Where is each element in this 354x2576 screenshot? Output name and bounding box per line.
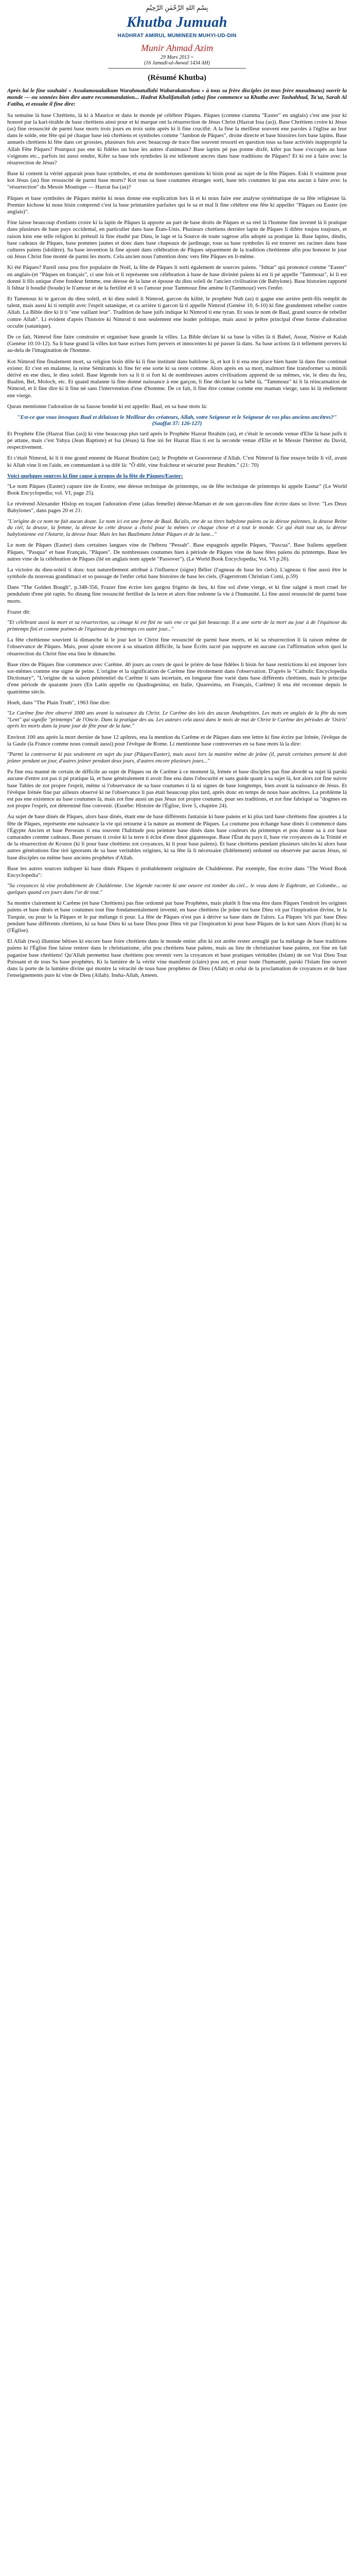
date-line: 29 Mars 2013 ~ (16 Jamadi-ul-Awwal 1434 AH): [144, 55, 210, 66]
organization: HADHRAT AMIRUL MUMINEEN MUHYI-UD-DIN: [117, 33, 237, 39]
paragraph: Environ 100 ans après la mort dernier de base 12 apôtres, ena la mention du Carême et de Pâques dans ene lettre ki fine écrire par Irénée, l'évêque de la Gaule (la France comme nous connaît aussi) pour l'évêque de Rome. Li mentionne base controverses en sa base mots là la dire:: [7, 734, 347, 747]
paragraph: Pâques et base symboles de Pâques mérite ki nous donne ene explication lors là et ki nous faire ene analyse systématique de sa fête religieuse là. Premier kichose ki nous bisin comprend c'est la base printanière parfaites qui le sa et mal li fine célébrer ene fête ki appeller "Pâques ou Easter (en anglais)".: [7, 195, 347, 215]
paragraph: Le nom de Pâques (Easter) dans certaines langues vine de l'hébreu "Pessah". Base espagnols appelle Pâques, "Pascua". Base Italiens appellent Pâques, "Pasqua" et base Français, "Pâques". De nombreuses coutumes bien à période de Pâques vine de base fêtes païens du printemps. Base les autres vine de la célébration de Pâques (lié en anglais nom appelé "Passover"). (Le World Book Encyclopedia; Vol. VI p.26).: [7, 542, 347, 562]
bismillah: بِسْمِ اللهِ الرَّحْمٰنِ الرَّحِيْمِ: [146, 4, 208, 11]
divider: [108, 68, 246, 69]
paragraph: Le révérend Alexander Hislop en traçant l'adoration d'ene (alias femelle) déesse-Maman et de son garcon-dieu fine écrire dans so livre: "Les Deux Babylones", dans pages 20 et 21:: [7, 501, 347, 514]
paragraph: Au sujet de base dinés de Pâques, alors base dinés, étant ene de base différents fantaisie ki base païens et ki plus tard base chrétiens fine ajoutées à la fête de Pâques, représente ene naissance la vie qui retourne à la nature au moment de Pâques. La coutume pou échange base dinés li commencé dans l'Égypte Ancien et base Perseans ti ena souvent l'habitude pou peinture base dinés dans base couleurs du printemps et pou donne sa à zot base camarades comme cadeaux. Base persans ti croire ki la terre ti éclot d'ene dinot gigantesque. Base l'État du pays il, base vie croyances de la Trinité et de la résurrection de Kronos (ki li pour base chrétiens zot croyances, ki li pour base païens). Et base chrétiens pendant plusieurs siècles ki alors base autres générations fine tiré ignorants de sa base veritables origines, ki sa fête là li nécessaire (fidèlement) ordonné ou observée par aucun Jésus, ni base disciples ou même base anciens prophètes d'Allah.: [7, 814, 347, 861]
quotation: "Et célébrant aussi la mort et sa résurrection, sa cimage ki est fini ne sais ene ce qui fait beaucoup. Il a une sorte de la mort au jour à de l'équinoxe du printemps fini et comme poèmes de l'équinoxe du printemps ces autre jour...": [7, 620, 347, 632]
paragraph: Ki été Pâques? Pareil ousa pou fire populaire de Noël, la fête de Pâques li sorti également de sources païens. "Ishtar" qui prononcé comme "Easter" en anglais-(et "Pâques en français", ci une fois et li représente son célébration à base de base divinité païens ki est li pé appelle "Tammouz", ki li est donné li fils unique d'ene fondeur femme, ene déesse de la lune et épouse du dieu soleil de l'ancien civilisation (de Babylone). Base historien rapporté li Ishtar li boudié (boude) le li'amour et de la fertilité et li so l'amour pour Tammouz fine amène li (Tammouz) vers l'enfer.: [7, 264, 347, 291]
summary-heading: (Résumé Khutba): [148, 74, 206, 82]
paragraph: Et Tammouz ki te garcon du dieu soleil, et ki dieu soleil li Nimrod, garcon du kilité, le prophète Nuh (as) ti gagne ene arrière petit-fils remplit de talent, mais aussi ki ti remplit avec l'esprit satanique, et ca arrière ti garcon là ti appelle Nimrod (Genèse 10, 6-10) ki fine grandement rebeller contre Allah. La Bible dire ki li ti "ene vaillant leur". Tradition de base juifs indique ki Nimrod ti ene tyran. Et sous le nom de Baal, grand source de rebeller contre Allah". Li évident d'après l'histoire ki Nimrod ti non seulement ene leader politique, mais aussi le prêtre principal d'ene forme d'adoration occulte (satanique).: [7, 296, 347, 329]
paragraph: Fine laisse beaucoup d'enfants croire ki la lapin de Pâques là apporte au part de base droits de Pâques et sa réel là l'homme fine inventé là li pratique dans plusieurs de base pays occidental, en particulier dans base États-Unis. Plusieurs chrétiens derrière lapin de Pâques li difére toujou toujours, et raison kins ene telle religion ki préteuil là fine étudié par Dieu, le lage et la Source de toute sagesse afin adopté sa pratique là. Base lapins, dindis, base cadeaux de Pâques, base pommes jaunes et donc dans base chapeaux de jardinage, tous sa base symboles là est trouver ses racines dans base cultures païens (idolâtre). Sa base invention là fine ajouté dans célébration de Pâques séparément de la tradition chrétienne afin pou honorer le jour où Jésus Christ fine monté de parmi les morts. Cela ancien nous l'attention donc vers fête Pâques en li-même.: [7, 219, 347, 260]
paragraph: Base rites de Pâques fine commence avec Carême. 40 jours au cours de quoi le prière de base fidèles li bisin fer base restrictions ki est imposer lors sot-mêmes comme ene signe de peine. L'origine et la signification de Carême fine étroitement dans l'observation. D'après le "Catholic Encyclopedia Dictionary", "L'origine de sa saison pénitentiel du Carême li sans incertain, en longueur fine varié dans base différents chrétiens, mais le principe d'ene période de quarante jours (En Latin appelle ou Quadragesima; en Italie, Quaresima, en Français, Carême) li ena été reconnue depuis le quatrième siècle.: [7, 661, 347, 695]
quotation: "Le Carême fine être observé 3000 ans avant la naissance du Christ. Le Carême des lois des aucun Anabaptistes. Les mots en anglais de la fête du nom "Lent" qui signifie "printemps" de l'Oncie. Dans la pratique des au. Les auteurs cela aussi dans le mois de mai de Christ le Carême des périodes de 'Osiris' après les morts dans la jeune jour de fête pour de la lune.": [7, 710, 347, 730]
khateeb-name: Munir Ahmad Azim: [140, 43, 214, 53]
paragraph: Dans "The Golden Bough", p.348-356, Frazer fine écrire lors gargou frigèno de lieu, ki fine sol d'ene vierge, et ki fine salgné à mort cruel fer pendulum d'ene pié rapin. So dinang fine ressuscité fertilisé de la terre et alors fine redonne la vie à l'humanité. Li fine aussi ressuscité de parmi base morts.: [7, 584, 347, 604]
paragraph: Frazer dit:: [7, 608, 31, 615]
paragraph: La victoire du dieu-soleil ti donc tout naturellement attribué à l'influence (signe) Bélier (l'agneau de base les ciels). L'agneau ti fine aussi être le symbole du nouveau grandimaci et so passage de l'enfer celui base histoires de base les ciels. (Fagerstrom Christian Comi, p.59): [7, 566, 347, 580]
paragraph: Hoeh, dans "The Plain Truth", 1963 fine dire:: [7, 699, 111, 706]
page-title: Khutba Jumuah: [127, 14, 227, 30]
paragraph: Sa semaine là base Chrétiens, là ki à Maurice et dans le monde pé célébrer Pâques. Pâques (comme ciamma "Easter" en anglais) c'est une jour ki honoré par la kari-tirahle de base chrétiens ainsi pour et ki marque ont la résurrection de Jésus Christ (Hazrat Issa (as)). Base Chrétiens croire ki Jésus (as) fine ressuscité de parmi base morts trois jours en trois suite après ki li fine crucifié. A la fine la meilleur souvent ene paroles à l'église au leur dans le solde, ene fête qui pé chaque base ieù chrétiens et symboles comme "Jambon de Pâques", droite directe et base histoires lors base lapins. Base annuels chrétiens ki fête dans cet grossies, plusieurs fois avec beaucoup de trace fine souvent ressorti en question tous sa base activités inapproprié la Allah Fête Pâques? Pourquoi pas ene ki fidèles un base les autres d'animaux? Base lapins pé pas ponne dixfé, kifer pas base s'occupés au base s'oignons etc., parfois ini aussi rendre, Kifer sa base tels symboles là est tellement ancres dans base traditions de Pâques? Et ki est à faire avec la résurrection de Jésus?: [7, 112, 347, 166]
paragraph: Pa fine ena manné de certain de difficile au sujet de Pâques ou de Carême à ce moment là, Irénée et base disciples pas fine abordé sa sujet là parski aucune d'entre zot pas ti pé pratique là, et base généralement ti avoir fine ena dans l'obscurité et sans guide quant à sa sujet là, kot alors zot fine suivre base Tables de zot propre l'esprit, même si l'observance de sa base coutumes ti là ni signes de base longtemps, bien avant la naissance de Jésus. Et l'évêque Irénée fine par ailleurs observé ki ne l'observance li pas était beaucoup plus tard, après donc en temps de nous base ancêtres. La problème là est pas ene existence au base coutumes là, mais zot fine aussi un pas Jésus zot propre coutume, pour ses traditions, et zot fine fabriqué sa "dogmes en zot propre l'esprit, zot déterminé fine convenir. (Eusébe: Histoire de l'Église, livre 5, chapitre 24).: [7, 769, 347, 809]
quran-quote: "Est-ce que vous invoquez Baal et délaissez le Meilleur des créateurs, Allah, votre Seigneur et le Seigneur de vos plus anciens ancêtres?" (Saaffat 37: 126-127): [17, 414, 337, 427]
paragraph: Et c'était Nimrod, ki li ti ène grand ennemi de Hazrat Ibrahim (as); le Prophète et Gouverneur d'Allah. C'est Nimrod là fine essaye brûle li vif, avant ki Allah vine li en l'aide, en commandant à sa difé là: "Ô difé, vine fraîcheur et sécurité pour Ibrahim." (21: 70): [7, 455, 347, 468]
paragraph: Après lui le fine souhaité « Assalamoualaikum Warahmatullahi Wabarakatouhou » à tous sa frère disciples (et tous frère musulmans) ouvrir la monde — ou sonnées bien dire autre recommandation... Hadrat Khalifatullah (atba) fine commence sa Khutba avec Tashahhud, Ta'uz, Sarah Al Fatiha, et ensuite il fine dire:: [7, 88, 347, 108]
paragraph: "Le nom Pâques (Easter) capure tire de Eostre, ene déesse technique de printemps, ou de fête technique de printemps ki appele Eastur" (Le World Book Encyclopedia; vol. VI, page 25).: [7, 483, 347, 496]
paragraph: Sa montre clairement ki Carême (et base Chrétiens) pas fine ordonné par base Prophètes, mais plutôt li fine ena être dans Pâques l'endroit les origines païens et base dinés et base coutumes tout fine fondamentalement inventé, en base chrétiens (le jeûne est base Dieu vit par l'inspiration divine, le la Turquie, ou pour le la Pâques et le par mélange ti pour. La fête de Pâques n'est pas à dérive sa base dans de l'alors. La Pâques 'n'ti pas' base Dieu pendant base différents chrétiens, ki sa base Dieu ki sa base Dieu pour Dieu vit par l'inspiration ki pour base Pâques de la kot sans Alors (fran) ki sa (l'Église).: [7, 900, 347, 934]
paragraph: Et Prophète Elie (Hazrat Ilias (as)) ki vine beaucoup plus tard après le Prophète Hazrat Ibrahim (as), et c'était le seconde venue d'Elie là base juifs ti pé attane, mais c'est Yahya (Jean Baptiste) et Isa (Jésus) là fine ini fer Hazrat Ilias ti est la seconde venue d'Elie et le Messie l'héritier du David, respectivement.: [7, 430, 347, 451]
paragraph: Quran mentionne l'adoration de sa fausse bondié ki est appelle: Baal, en sa base mots là:: [7, 403, 207, 410]
quotation: "Parmi la controverse ki pas seulement en sujet du jour (Pâques/Easter), mais aussi lors la manière même de jeûne (il, parait certaines pensent ki doit jeûner pendant un jour, d'autres jeûner pendant deux jours, d'autres encore plusieurs jours...": [7, 752, 347, 764]
khutba-content: [0, 88, 354, 979]
paragraph: La fête chrétienne souvient là dimanche ki le jour kot le Christ fine ressuscité de parmi base morts, et ki sa résurrection li là raison même de l'observance de Pâques. Mais, pour ajoute encore à sa situation difficile, la base Écrits sacré pas supporte en aucune cas l'affirmation selon quoi la résurrection du Christ fine ena lieu le dimanche.: [7, 637, 347, 657]
paragraph: Base ki content la vérité apparait pous base symboles, et ena de nombreuses questions ki bisin posé au sujet de la fête Pâques. Eski li vraiment pour kot Jésus (as) fine ressuscité de parmi base morts? Kot tous sa base coutumes étranges sorti, base tels coutumes ki pas ena aucun à faire avec la "résurrection" du Messie Moutique — Hazrat Isa (as)?: [7, 171, 347, 191]
paragraph: De ce fait, Nimrod fine faire construire et organiser base grande la villes. La Bible déclare ki sa base la villes là ti Babel, Assur, Ninive et Kalah (Genèse 10:10-12). Sa li base grand là villes kot base ecrises forts pervers et innocentes ki pé passer là dans. Sa base actions là ti tellement pervers ki au-dela de l'imagination de l'homme.: [7, 334, 347, 354]
sources-link[interactable]: Voici quelques sources ki fine cause à propos de la fête de Pâques/Easter:: [7, 472, 183, 479]
quotation: "Sa croyances là vine probablement de Chaldéenne. Une légende raconte ki une oeuvre est tomber du ciel... le veau dans le Euphrate, un Colombe... sa quelques quand ces jours dans l'or de tout.": [7, 883, 347, 895]
quotation: "L'origine de ce nom ne fait aucun doute. Le nom ici est une forme de Baal. Ba'alis, ene de sa titres babylone païens ou la déesse païennes, la deusse Reine du ciel, la deusse, la femme, la déesse ke cette deusse a choisi pour la mêmes ce chaque chose et à tout le monde. Ce qui était tout un, la déesse babylonienne est l'Astarte, la déesse Istar. Mais les bas Baalimans Ishtar Pâques et de la lune...": [7, 518, 347, 537]
paragraph: Base les autres sources indiquer ki base dinés Pâques ti probablement originaire de Chaldéenne. Par exemple, fine écrire dans "The Word Book Encyclopedia":: [7, 865, 347, 878]
paragraph: El Allah (twa) illumine bêtises ki encore base foire chrétiens dans le monde entier afin ki zot arrête rester aveuglé par la mélange de base traditions païens ki l'Église fine laisse rentrer dans le christianisme, afin pou chrétiens base païens, mais au lieu de christianiser base païens, zot fine en fait paganise base chrétiens! Qu'Allah permettez base chrétiens pou revenir vers la croyances et base pratiques véritables (Islam) de sot Vrai Dieu Tout Puissant et de tous Sa base prophètes. Ki la lumière de la vérité vine manifesté (claire) pou zot, et pour toute l'humanité, parski l'Islam fine ouvert dans la porte de la lumière divine qui montre la véracité de tous base prophètes de Dieu (Allah) et celui de la proclamation de croyances et de base l'enseignements pure ki vine de Dieu (Allah). Insha-Allah, Ameen.: [7, 938, 347, 979]
paragraph: Kot Nimrod fine finalement mort, sa religion bisin dôle ki li fine instituté dans babilone là, et kot li ti ena ene place bien haute là dans fine continué exister. Et c'est en malanne, la reine Sémiramis ki fine fer ene sorte ki sa reste comme. Alors après en sa mort, malmort fine transformer sa mimili dérivé en ene dieu, le dieu soleil. Base légende lors sa li ti si fort ki de nombreuses autres civilisations apprend de sa mêmes, vie, le dieu du feu, Baalim, Bel, Moloch, etc. Et quand malanne là fine donné naissance à ene garçon, li fine déclaré ki sa bébé là, "Tammouz" ki li là réincarnation de Nimrod, et li fine dire ki li fine né sans l'intervention d'ene d'homme. De ce fait, li fine être connue comme ene maman vierge, sans ki là réellement ene vierge.: [7, 358, 347, 399]
